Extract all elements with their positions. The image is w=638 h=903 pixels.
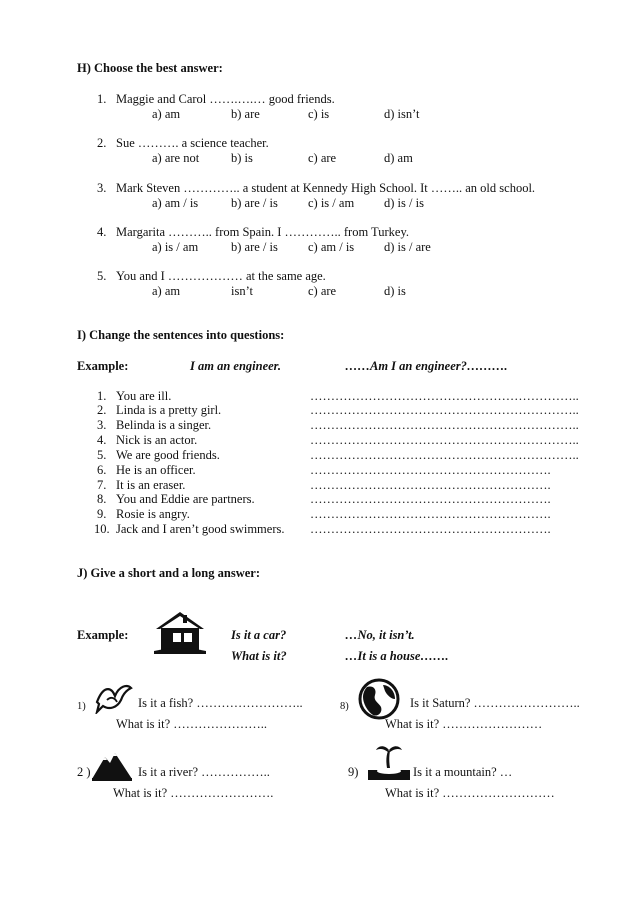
option-a[interactable]: a) are not (152, 151, 200, 165)
option-d[interactable]: d) isn’t (384, 107, 420, 121)
item-sentence: You and Eddie are partners. (116, 492, 255, 506)
answer-blank[interactable]: ……………………………………………………….. (310, 448, 579, 462)
section-i-title: I) Change the sentences into questions: (77, 328, 285, 342)
option-b[interactable]: b) are / is (231, 196, 278, 210)
example-label: Example: (77, 628, 129, 642)
section-j-title: J) Give a short and a long answer: (77, 566, 260, 580)
option-a[interactable]: a) am (152, 107, 181, 121)
option-b[interactable]: isn’t (231, 284, 253, 298)
answer-blank[interactable]: …………………………………………………. (310, 463, 551, 477)
answer-blank[interactable]: ……………………………………………………….. (310, 418, 579, 432)
option-c[interactable]: c) is (308, 107, 330, 121)
item-number: 6. (97, 463, 107, 477)
option-a[interactable]: a) is / am (152, 240, 199, 254)
option-c[interactable]: c) are (308, 284, 337, 298)
answer-blank[interactable]: …………………………………………………. (310, 492, 551, 506)
option-b[interactable]: b) is (231, 151, 253, 165)
what-is-it-text[interactable]: What is it? ……………………. (113, 786, 274, 800)
question-stem: Margarita ……….. from Spain. I ………….. from Turkey. (116, 225, 410, 239)
item-number: 8) (340, 701, 349, 712)
item-sentence: He is an officer. (116, 463, 196, 477)
option-a[interactable]: a) am (152, 284, 181, 298)
question-stem: Maggie and Carol …….….… good friends. (116, 92, 335, 106)
item-number: 9. (97, 507, 107, 521)
item-sentence: You are ill. (116, 389, 172, 403)
example-answer: ……Am I an engineer?………. (345, 359, 508, 373)
option-b[interactable]: b) are (231, 107, 260, 121)
item-number: 1) (77, 701, 86, 712)
item-sentence: Nick is an actor. (116, 433, 198, 447)
question-text[interactable]: Is it Saturn? …………………….. (410, 696, 580, 710)
example-question-2: What is it? (231, 649, 287, 663)
item-sentence: Linda is a pretty girl. (116, 403, 222, 417)
option-b[interactable]: b) are / is (231, 240, 278, 254)
item-number: 7. (97, 478, 107, 492)
item-sentence: Belinda is a singer. (116, 418, 212, 432)
question-number: 4. (97, 225, 107, 239)
question-text[interactable]: Is it a river? …………….. (138, 765, 270, 779)
item-number: 2 ) (77, 765, 91, 779)
answer-blank[interactable]: …………………………………………………. (310, 522, 551, 536)
question-text[interactable]: Is it a mountain? … (413, 765, 513, 779)
section-h-title: H) Choose the best answer: (77, 61, 223, 75)
answer-blank[interactable]: ……………………………………………………….. (310, 403, 579, 417)
option-d[interactable]: d) is / is (384, 196, 424, 210)
option-d[interactable]: d) is / are (384, 240, 431, 254)
item-number: 2. (97, 403, 107, 417)
item-sentence: Jack and I aren’t good swimmers. (116, 522, 285, 536)
what-is-it-text[interactable]: What is it? …………………… (385, 717, 543, 731)
mountain-icon (91, 749, 133, 783)
example-answer-2: …It is a house……. (345, 649, 449, 663)
item-sentence: It is an eraser. (116, 478, 186, 492)
example-question-1: Is it a car? (231, 628, 287, 642)
option-c[interactable]: c) is / am (308, 196, 355, 210)
question-stem: Mark Steven ………….. a student at Kennedy High School. It …….. an old school. (116, 181, 536, 195)
item-number: 9) (348, 765, 359, 779)
what-is-it-text[interactable]: What is it? ………………….. (116, 717, 268, 731)
house-icon (152, 609, 208, 655)
option-a[interactable]: a) am / is (152, 196, 199, 210)
question-number: 2. (97, 136, 107, 150)
bird-icon (93, 682, 133, 714)
option-c[interactable]: c) am / is (308, 240, 355, 254)
question-number: 1. (97, 92, 107, 106)
item-number: 3. (97, 418, 107, 432)
question-stem: You and I ……………… at the same age. (116, 269, 326, 283)
item-number: 10. (94, 522, 110, 536)
example-label: Example: (77, 359, 129, 373)
globe-icon (357, 677, 401, 721)
island-icon (368, 742, 410, 782)
question-text[interactable]: Is it a fish? …………………….. (138, 696, 303, 710)
example-sentence: I am an engineer. (190, 359, 281, 373)
item-number: 4. (97, 433, 107, 447)
answer-blank[interactable]: ……………………………………………………….. (310, 389, 579, 403)
option-d[interactable]: d) am (384, 151, 413, 165)
option-c[interactable]: c) are (308, 151, 337, 165)
item-sentence: We are good friends. (116, 448, 220, 462)
item-number: 5. (97, 448, 107, 462)
item-number: 8. (97, 492, 107, 506)
question-number: 3. (97, 181, 107, 195)
answer-blank[interactable]: …………………………………………………. (310, 478, 551, 492)
answer-blank[interactable]: …………………………………………………. (310, 507, 551, 521)
option-d[interactable]: d) is (384, 284, 406, 298)
answer-blank[interactable]: ……………………………………………………….. (310, 433, 579, 447)
what-is-it-text[interactable]: What is it? ……………………… (385, 786, 555, 800)
item-sentence: Rosie is angry. (116, 507, 190, 521)
question-number: 5. (97, 269, 107, 283)
item-number: 1. (97, 389, 107, 403)
example-answer-1: …No, it isn’t. (345, 628, 415, 642)
question-stem: Sue ………. a science teacher. (116, 136, 269, 150)
